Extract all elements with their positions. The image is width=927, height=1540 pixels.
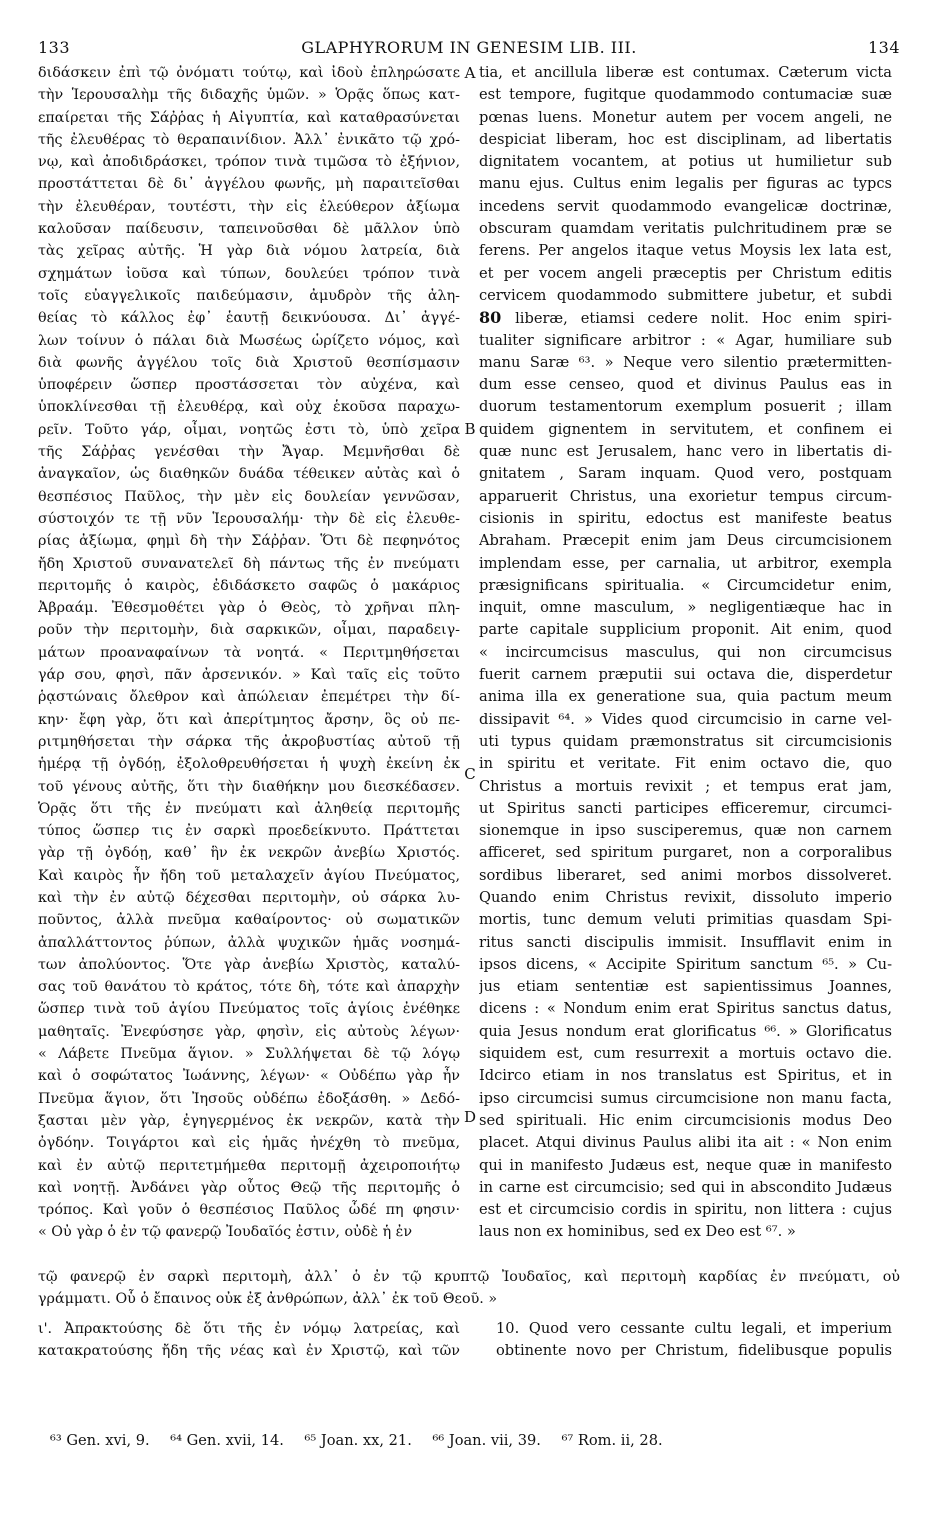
greek-line: Ἀβραάμ. Ἐθεσμοθέτει γὰρ ὁ Θεὸς, τὸ χρῆναι πλη- bbox=[38, 600, 460, 617]
greek-line: θείας τὸ κάλλος ἐφ᾽ ἑαυτῇ δεικνύουσα. Δι᾽ ἀγγέ- bbox=[38, 310, 460, 327]
latin-line: parte capitale supplicium proponit. Ait enim, quod bbox=[479, 621, 892, 639]
greek-line: καὶ τὴν ἐν αὐτῷ δέχεσθαι περιτομὴν, οὐ σάρκα λυ- bbox=[38, 889, 460, 906]
greek-line: καὶ ὁ σοφώτατος Ἰωάννης, λέγων· « Οὐδέπω γὰρ ἦν bbox=[38, 1068, 460, 1085]
latin-tail-line: obtinente novo per Christum, fidelibusque populis bbox=[496, 1342, 892, 1360]
latin-line: « incircumcisus masculus, qui non circumcisus bbox=[479, 643, 892, 661]
margin-letter-c: C bbox=[464, 765, 476, 783]
latin-line: implendam esse, per carnalia, ut arbitror, exempla bbox=[479, 554, 892, 572]
footnotes bbox=[50, 1432, 900, 1449]
page-number-left: 133 bbox=[38, 38, 71, 57]
greek-line: γάρ σου, φησὶ, πᾶν ἀρσενικόν. » Καὶ ταῖς εἰς τοῦτο bbox=[38, 667, 460, 684]
greek-line: περιτομῆς ὁ καιρὸς, ἐδιδάσκετο σαφῶς ὁ μακάριος bbox=[38, 577, 460, 594]
latin-line: est tempore, fugitque quodammodo contumaciæ suæ bbox=[479, 86, 892, 104]
greek-line: διδάσκειν ἐπὶ τῷ ὀνόματι τούτῳ, καὶ ἰδοὺ ἐπληρώσατε bbox=[38, 65, 460, 81]
latin-line: manu ejus. Cultus enim legalis per figuras ac typcs bbox=[479, 175, 892, 193]
full-width-line-1: τῷ φανερῷ ἐν σαρκὶ περιτομὴ, ἀλλ᾽ ὁ ἐν τῷ κρυπτῷ Ἰουδαῖος, καὶ περιτομὴ καρδίας ἐν πνεύματι, οὐ bbox=[38, 1269, 900, 1285]
latin-line: Abraham. Præcepit enim jam Deus circumcisionem bbox=[479, 532, 892, 550]
latin-line: Christus a mortuis revixit ; et tempus erat jam, bbox=[479, 777, 892, 795]
greek-line: ἡμέρᾳ τῇ ὀγδόῃ, ἐξολοθρευθήσεται ἡ ψυχὴ ἐκείνη ἐκ bbox=[38, 756, 460, 773]
greek-line: μάτων προαναφαίνων τὰ νοητά. « Περιτμηθήσεται bbox=[38, 644, 460, 661]
latin-line: placet. Atqui divinus Paulus alibi ita ait : « Non enim bbox=[479, 1134, 892, 1152]
latin-line: dissipavit ⁶⁴. » Vides quod circumcisio in carne vel- bbox=[479, 710, 892, 728]
greek-line: καὶ ἐν αὐτῷ περιτετμήμεθα περιτομῇ ἀχειροποιήτῳ bbox=[38, 1157, 460, 1174]
greek-line: Καὶ καιρὸς ἦν ἤδη τοῦ μεταλαχεῖν ἁγίου Πνεύματος, bbox=[38, 867, 460, 884]
latin-line: gnitatem , Saram inquam. Quod vero, postquam bbox=[479, 465, 892, 483]
latin-line: Quando enim Christus revixit, dissoluto imperio bbox=[479, 888, 892, 906]
latin-line: despiciat liberam, hoc est disciplinam, ad libertatis bbox=[479, 130, 892, 148]
latin-line: ferens. Per angelos itaque vetus Moysis lex lata est, bbox=[479, 242, 892, 260]
greek-line: σας τοῦ θανάτου τὸ κράτος, τότε δὴ, τότε καὶ ἀπαρχὴν bbox=[38, 979, 460, 996]
footnote: ⁶⁴ Gen. xvii, 14. bbox=[170, 1432, 284, 1449]
latin-line: siquidem est, cum resurrexit a mortuis octavo die. bbox=[479, 1045, 892, 1063]
greek-line: σχημάτων ἰοῦσα καὶ τύπων, δουλεύει τρόπον τινὰ bbox=[38, 265, 460, 282]
latin-line: dicens : « Nondum enim erat Spiritus sanctus datus, bbox=[479, 1000, 892, 1018]
greek-line: ὀγδόην. Τοιγάρτοι καὶ εἰς ἡμᾶς ἠνέχθη τὸ πνεῦμα, bbox=[38, 1135, 460, 1152]
greek-line: ἀπαλλάττοντος ῥύπων, ἀλλὰ ψυχικῶν ἡμᾶς νοσημά- bbox=[38, 934, 460, 951]
latin-line: laus non ex hominibus, sed ex Deo est ⁶⁷. » bbox=[479, 1223, 796, 1241]
greek-line: τύπος ὥσπερ τις ἐν σαρκὶ προεδείκνυτο. Πράττεται bbox=[38, 823, 460, 840]
greek-column bbox=[38, 62, 460, 1244]
latin-line: obscuram quamdam veritatis pulchritudinem præ se bbox=[479, 220, 892, 238]
greek-line: καὶ νοητῇ. Ἀνδάνει γὰρ οὗτος Θεῷ τῆς περιτομῆς ὁ bbox=[38, 1179, 460, 1196]
latin-line: afficeret, sed spiritum purgaret, non a corporalibus bbox=[479, 844, 892, 862]
greek-line: καλοῦσαν παίδευσιν, ταπεινοῦσθαι δὲ μᾶλλον ὑπὸ bbox=[38, 221, 460, 238]
line-text: liberæ, etiamsi cedere nolit. Hoc enim spiri- bbox=[515, 310, 892, 328]
latin-line: pœnas luens. Monetur autem per vocem angeli, ne bbox=[479, 108, 892, 126]
greek-line: ξασται μὲν γὰρ, ἐγηγερμένος ἐκ νεκρῶν, κατὰ τὴν bbox=[38, 1112, 460, 1129]
greek-line: τὴν Ἱερουσαλὴμ τῆς διδαχῆς ὑμῶν. » Ὁρᾷς ὅπως κατ- bbox=[38, 87, 460, 104]
greek-line: ἤδη Χριστοῦ συνανατελεῖ δὴ πάντως τῆς ἐν πνεύματι bbox=[38, 555, 460, 572]
latin-line: est et circumcisio cordis in spiritu, non littera : cujus bbox=[479, 1201, 892, 1219]
footnote: ⁶⁷ Rom. ii, 28. bbox=[561, 1432, 663, 1449]
greek-section-10 bbox=[38, 1318, 460, 1363]
greek-line: ποῦντος, ἀλλὰ πνεῦμα καθαίροντος· οὐ σωματικῶν bbox=[38, 912, 460, 929]
latin-line: uti typus quidam præmonstratus sit circumcisionis bbox=[479, 732, 892, 750]
greek-line: τρόπος. Καὶ γοῦν ὁ θεσπέσιος Παῦλος ὧδέ πη φησιν· bbox=[38, 1202, 460, 1219]
greek-line: τῆς Σάῤῥας γενέσθαι τὴν Ἄγαρ. Μεμνῆσθαι δὲ bbox=[38, 444, 460, 461]
greek-line: ῥᾳστώναις ὄλεθρον καὶ ἀπώλειαν ἐπεμέτρει τὴν δί- bbox=[38, 689, 460, 706]
greek-line: θεσπέσιος Παῦλος, τὴν μὲν εἰς δουλείαν γεννῶσαν, bbox=[38, 488, 460, 505]
greek-tail-line: ι'. Ἀπρακτούσης δὲ ὅτι τῆς ἐν νόμῳ λατρείας, καὶ bbox=[38, 1321, 460, 1337]
greek-line: κην· ἔφη γὰρ, ὅτι καὶ ἀπερίτμητος ἄρσην, ὃς οὐ πε- bbox=[38, 711, 460, 728]
latin-line: quia Jesus nondum erat glorificatus ⁶⁶. » Glorificatus bbox=[479, 1022, 892, 1040]
footnote: ⁶⁵ Joan. xx, 21. bbox=[304, 1432, 412, 1449]
greek-line: τὴν ἐλευθέραν, τουτέστι, τὴν εἰς ἐλεύθερον ἀξίωμα bbox=[38, 198, 460, 215]
latin-line: ipso circumcisi sumus circumcisione non manu facta, bbox=[479, 1089, 892, 1107]
greek-line: ὑποφέρειν ὥσπερ προστάσσεται τὸν αὐχένα, καὶ bbox=[38, 377, 460, 394]
latin-line: fuerit carnem præputii sui octava die, disperdetur bbox=[479, 666, 892, 684]
greek-line: ὑποκλίνεσθαι τῇ ἐλευθέρᾳ, καὶ οὐχ ἑκοῦσα παραχω- bbox=[38, 399, 460, 416]
latin-line: et per vocem angeli præceptis per Christum editis bbox=[479, 264, 892, 282]
latin-line: sordibus liberaret, sed animi morbos dissolveret. bbox=[479, 866, 892, 884]
latin-line: ritus sancti discipulis immisit. Insufflavit enim in bbox=[479, 933, 892, 951]
latin-line: inquit, omne masculum, » negligentiæque hac in bbox=[479, 599, 892, 617]
latin-line: jus etiam sententiæ est sapientissimus Joannes, bbox=[479, 978, 892, 996]
latin-section-10 bbox=[496, 1318, 892, 1363]
running-header bbox=[38, 38, 900, 62]
greek-line: ἀναγκαῖον, ὡς διαθηκῶν δυάδα τέθεικεν αὐτὰς καὶ ὁ bbox=[38, 466, 460, 483]
footnote: ⁶³ Gen. xvi, 9. bbox=[50, 1432, 150, 1449]
latin-line: in spiritu et veritate. Fit enim octavo die, quo bbox=[479, 755, 892, 773]
running-title: GLAPHYRORUM IN GENESIM LIB. III. bbox=[301, 38, 637, 57]
greek-line: Πνεῦμα ἅγιον, ὅτι Ἰησοῦς οὐδέπω ἐδοξάσθη. » Δεδό- bbox=[38, 1090, 460, 1107]
latin-line: dignitatem vocantem, at potius ut humilietur sub bbox=[479, 153, 892, 171]
latin-line: quidem gignentem in servitutem, et confinem ei bbox=[479, 420, 892, 438]
latin-line: apparuerit Christus, una exorietur tempus circum- bbox=[479, 487, 892, 505]
greek-line: τῆς ἐλευθέρας τὸ θεραπαινίδιον. Ἀλλ᾽ ἐνικᾶτο τῷ χρό- bbox=[38, 131, 460, 148]
latin-line: dum esse censeo, quod et divinus Paulus eas in bbox=[479, 376, 892, 394]
greek-line: επαίρεται τῆς Σάῤῥας ἡ Αἰγυπτία, καὶ καταθρασύνεται bbox=[38, 109, 460, 126]
latin-line: quæ nunc est Jerusalem, hanc vero in libertatis di- bbox=[479, 443, 892, 461]
greek-line: ροῦν τὴν περιτομὴν, διὰ σαρκικῶν, οἶμαι, παραδειγ- bbox=[38, 622, 460, 639]
latin-line: cervicem quodammodo submittere jubetur, et subdi bbox=[479, 286, 892, 304]
greek-line: προστάττεται δὲ δι᾽ ἀγγέλου φωνῆς, μὴ παραιτεῖσθαι bbox=[38, 176, 460, 193]
latin-line: sionemque in ipso susciperemus, quæ non carnem bbox=[479, 822, 892, 840]
greek-line: διὰ φωνῆς ἀγγέλου τοῖς διὰ Χριστοῦ θεσπίσμασιν bbox=[38, 354, 460, 371]
latin-line: mortis, tunc demum veluti primitias quasdam Spi- bbox=[479, 911, 892, 929]
greek-line: νῳ, καὶ ἀποδιδράσκει, τρόπον τινὰ τιμῶσα τὸ ἐξήνιον, bbox=[38, 154, 460, 171]
column-number: 80 bbox=[479, 308, 516, 328]
margin-letter-d: D bbox=[464, 1108, 477, 1126]
footnote: ⁶⁶ Joan. vii, 39. bbox=[432, 1432, 541, 1449]
latin-line: qui in manifesto Judæus est, neque quæ in manifesto bbox=[479, 1156, 892, 1174]
latin-line: in carne est circumcisio; sed qui in abscondito Judæus bbox=[479, 1178, 892, 1196]
latin-line: sed spirituali. Hic enim circumcisionis modus Deo bbox=[479, 1111, 892, 1129]
latin-line: præsignificans spiritualia. « Circumcidetur enim, bbox=[479, 576, 892, 594]
page-number-right: 134 bbox=[867, 38, 900, 57]
greek-line: σύστοιχόν τε τῇ νῦν Ἱερουσαλήμ· τὴν δὲ εἰς ἐλευθε- bbox=[38, 510, 460, 527]
greek-line: τοῖς εὐαγγελικοῖς παιδεύμασιν, ἀμυδρὸν τῆς ἀλη- bbox=[38, 287, 460, 304]
greek-line: λων τοίνυν ὁ πάλαι διὰ Μωσέως ὡρίζετο νόμος, καὶ bbox=[38, 332, 460, 349]
latin-line: manu Saræ ⁶³. » Neque vero silentio prætermitten- bbox=[479, 353, 892, 371]
greek-line: ρίας ἀξίωμα, φημὶ δὴ τὴν Σάῤῥαν. Ὅτι δὲ πεφηνότος bbox=[38, 533, 460, 550]
latin-tail-line: 10. Quod vero cessante cultu legali, et imperium bbox=[496, 1320, 892, 1337]
greek-line: των ἀπολύοντος. Ὅτε γὰρ ἀνεβίω Χριστὸς, καταλύ- bbox=[38, 956, 460, 973]
greek-line: τὰς χεῖρας αὐτῆς. Ἡ γὰρ διὰ νόμου λατρεία, διὰ bbox=[38, 243, 460, 260]
latin-line: ipsos dicens, « Accipite Spiritum sanctum ⁶⁵. » Cu- bbox=[479, 955, 892, 973]
greek-line: μαθηταῖς. Ἐνεφύσησε γὰρ, φησὶν, εἰς αὐτοὺς λέγων· bbox=[38, 1023, 460, 1040]
latin-line: tia, et ancillula liberæ est contumax. Cæterum victa bbox=[479, 64, 892, 81]
greek-line: τοῦ γένους αὐτῆς, ὅτι τὴν διαθήκην μου διεσκέδασεν. bbox=[38, 778, 460, 795]
latin-line: anima illa ex generatione sua, quia pactum meum bbox=[479, 688, 892, 706]
greek-line: « Λάβετε Πνεῦμα ἅγιον. » Συλλήψεται δὲ τῷ λόγῳ bbox=[38, 1046, 460, 1063]
greek-line: γὰρ τῇ ὀγδόῃ, καθ᾽ ἣν ἐκ νεκρῶν ἀνεβίω Χριστός. bbox=[38, 845, 460, 862]
margin-letter-a: A bbox=[464, 64, 476, 82]
greek-line: ριτμηθήσεται τὴν σάρκα τῆς ἀκροβυστίας αὐτοῦ τῇ bbox=[38, 733, 460, 750]
latin-line: cisionis in spiritu, edoctus est manifeste beatus bbox=[479, 509, 892, 527]
latin-line: Idcirco etiam in nos translatus est Spiritus, et in bbox=[479, 1067, 892, 1085]
latin-line: ut Spiritus sancti participes efficeremur, circumci- bbox=[479, 799, 892, 817]
greek-line: « Οὐ γὰρ ὁ ἐν τῷ φανερῷ Ἰουδαῖός ἐστιν, οὐδὲ ἡ ἐν bbox=[38, 1224, 413, 1241]
latin-line: incedens servit quodammodo evangelicæ doctrinæ, bbox=[479, 197, 892, 215]
greek-line: Ὁρᾷς ὅτι τῆς ἐν πνεύματι καὶ ἀληθείᾳ περιτομῆς bbox=[38, 800, 460, 817]
margin-letter-b: B bbox=[464, 420, 476, 438]
latin-line: tualiter significare arbitror : « Agar, humiliare sub bbox=[479, 331, 892, 349]
greek-line: ὥσπερ τινὰ τοῦ ἁγίου Πνεύματος τοῖς ἁγίοις ἐνέθηκε bbox=[38, 1001, 460, 1018]
latin-line: duorum testamentorum exemplum posuerit ; illam bbox=[479, 398, 892, 416]
greek-tail-line: κατακρατούσης ἤδη τῆς νέας καὶ ἐν Χριστῷ, καὶ τῶν bbox=[38, 1343, 460, 1360]
greek-line: ρεῖν. Τοῦτο γάρ, οἶμαι, νοητῶς ἐστι τὸ, ὑπὸ χεῖρα bbox=[38, 421, 460, 438]
full-width-line-2: γράμματι. Οὗ ὁ ἔπαινος οὐκ ἐξ ἀνθρώπων, ἀλλ᾽ ἐκ τοῦ Θεοῦ. » bbox=[38, 1291, 498, 1307]
latin-column bbox=[479, 62, 892, 1244]
latin-line bbox=[479, 307, 892, 329]
